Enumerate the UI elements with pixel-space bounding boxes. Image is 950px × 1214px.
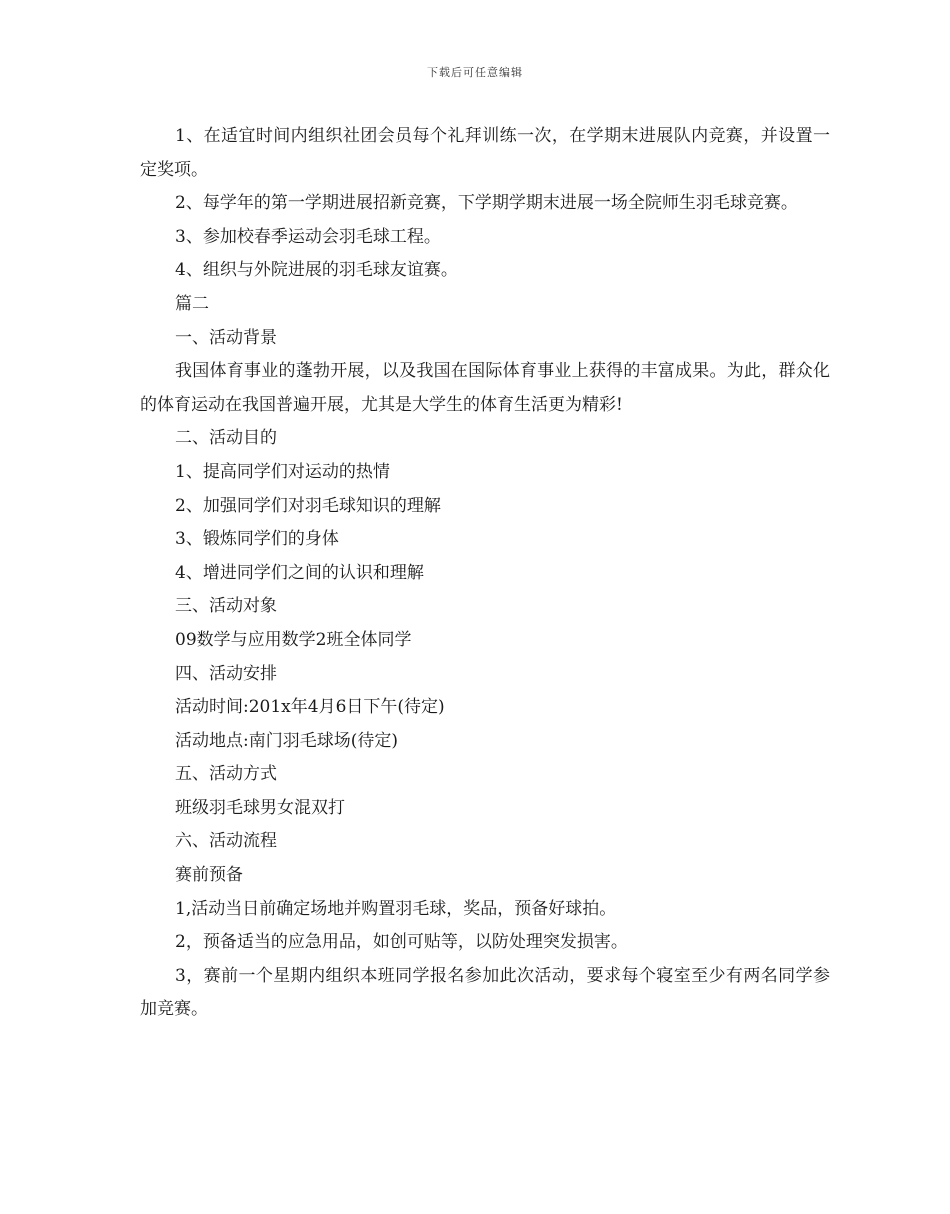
heading-purpose: 二、活动目的	[175, 428, 277, 449]
paragraph-audience: 09数学与应用数学2班全体同学	[175, 629, 412, 650]
paragraph-format: 班级羽毛球男女混双打	[175, 797, 345, 818]
purpose-item-2: 2、加强同学们对羽毛球知识的理解	[175, 495, 441, 516]
heading-format: 五、活动方式	[175, 764, 277, 785]
paragraph-4: 4、组织与外院进展的羽毛球友谊赛。	[175, 260, 458, 281]
heading-arrangement: 四、活动安排	[175, 663, 277, 684]
preparation-item-2: 2，预备适当的应急用品，如创可贴等，以防处理突发损害。	[175, 932, 628, 953]
paragraph-2: 2、每学年的第一学期进展招新竞赛，下学期学期末进展一场全院师生羽毛球竞赛。	[175, 193, 798, 214]
paragraph-3: 3、参加校春季运动会羽毛球工程。	[175, 226, 441, 247]
header-note: 下载后可任意编辑	[427, 66, 523, 79]
heading-audience: 三、活动对象	[175, 596, 277, 617]
arrangement-time: 活动时间:201x年4月6日下午(待定)	[175, 697, 445, 718]
section-heading-part-two: 篇二	[175, 293, 209, 314]
purpose-item-3: 3、锻炼同学们的身体	[175, 529, 339, 550]
purpose-item-1: 1、提高同学们对运动的热情	[175, 461, 390, 482]
preparation-item-3: 3，赛前一个星期内组织本班同学报名参加此次活动，要求每个寝室至少有两名同学参加竞赛。	[140, 965, 830, 1020]
purpose-item-4: 4、增进同学们之间的认识和理解	[175, 562, 424, 583]
subheading-preparation: 赛前预备	[175, 865, 243, 886]
paragraph-background: 我国体育事业的蓬勃开展，以及我国在国际体育事业上获得的丰富成果。为此，群众化的体育运动在我国普遍开展，尤其是大学生的体育生活更为精彩!	[140, 361, 830, 415]
paragraph-1: 1、在适宜时间内组织社团会员每个礼拜训练一次，在学期末进展队内竞赛，并设置一定奖项。	[140, 126, 830, 180]
document-body	[140, 120, 830, 1027]
heading-process: 六、活动流程	[175, 831, 277, 852]
preparation-item-1: 1,活动当日前确定场地并购置羽毛球，奖品，预备好球拍。	[175, 898, 617, 919]
arrangement-location: 活动地点:南门羽毛球场(待定)	[175, 730, 398, 751]
heading-background: 一、活动背景	[175, 327, 277, 348]
